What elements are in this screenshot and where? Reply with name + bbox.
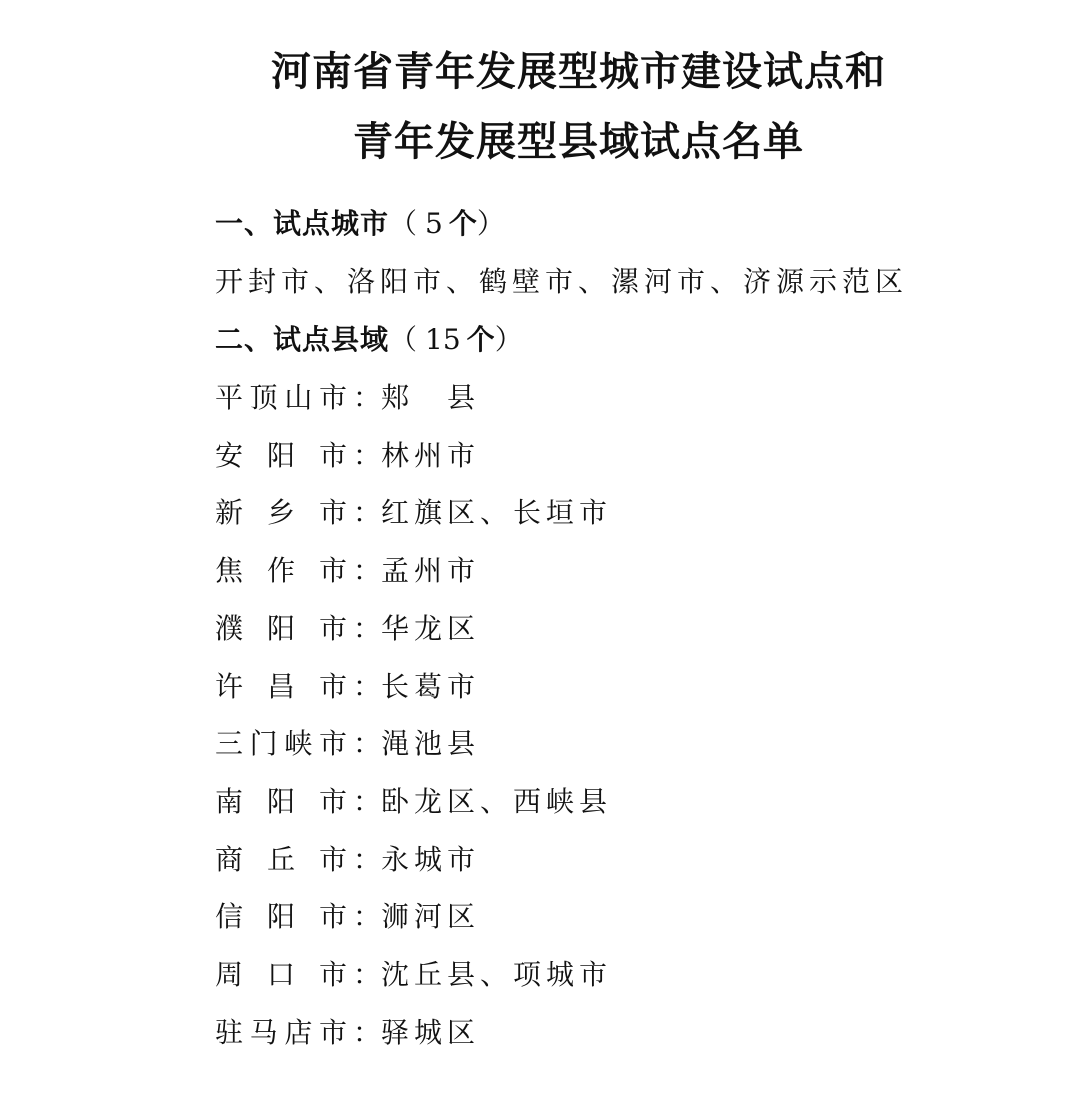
colon-separator: ： xyxy=(353,958,382,991)
city-name-char: 门 xyxy=(249,727,278,760)
colon-separator: ： xyxy=(353,496,382,529)
city-name-char: 昌 xyxy=(266,670,295,703)
colon-separator: ： xyxy=(353,612,382,645)
city-name-char: 南 xyxy=(215,785,244,818)
city-name xyxy=(215,722,347,762)
city-name-char: 作 xyxy=(266,554,295,587)
county-name: 浉河区 xyxy=(381,900,481,933)
city-name-char: 驻 xyxy=(215,1016,244,1049)
city-name-char: 三 xyxy=(215,727,244,760)
city-name xyxy=(215,434,347,474)
city-name-char: 濮 xyxy=(215,612,244,645)
city-name-char: 平 xyxy=(215,381,244,414)
city-name-char: 许 xyxy=(215,670,244,703)
city-name-char: 口 xyxy=(266,958,295,991)
county-name: 永城市 xyxy=(381,843,481,876)
city-name-char: 市 xyxy=(318,727,347,760)
colon-separator: ： xyxy=(353,785,382,818)
colon-separator: ： xyxy=(353,554,382,587)
city-name-char: 市 xyxy=(318,785,347,818)
colon-separator: ： xyxy=(353,843,382,876)
city-name xyxy=(215,549,347,589)
section-2-paren-open: （ xyxy=(389,323,420,356)
document-title-line-2: 青年发展型县域试点名单 xyxy=(353,119,804,165)
county-name: 渑池县 xyxy=(381,727,481,760)
city-name-char: 市 xyxy=(318,843,347,876)
city-name-char: 市 xyxy=(318,1016,347,1049)
city-name xyxy=(215,780,347,820)
county-name: 林州市 xyxy=(381,439,481,472)
city-name-char: 山 xyxy=(284,381,313,414)
city-name xyxy=(215,491,347,531)
section-1-title: 一、试点城市 xyxy=(215,207,390,240)
city-name-char: 新 xyxy=(215,496,244,529)
section-2-paren-close: ） xyxy=(494,323,525,356)
city-name-char: 顶 xyxy=(249,381,278,414)
city-name xyxy=(215,895,347,935)
city-name-char: 周 xyxy=(215,958,244,991)
section-2-unit: 个 xyxy=(466,323,495,356)
section-2-title: 二、试点县域 xyxy=(215,323,390,356)
city-name-char: 市 xyxy=(318,496,347,529)
city-name-char: 阳 xyxy=(266,612,295,645)
city-name-char: 市 xyxy=(318,900,347,933)
city-name-char: 乡 xyxy=(266,496,295,529)
county-name: 郏 县 xyxy=(381,381,481,414)
county-name: 孟州市 xyxy=(381,554,481,587)
county-name: 红旗区、长垣市 xyxy=(381,496,613,529)
section-2-heading xyxy=(215,318,525,358)
city-name-char: 市 xyxy=(318,381,347,414)
section-1-unit: 个 xyxy=(448,207,477,240)
city-name-char: 马 xyxy=(249,1016,278,1049)
county-name: 驿城区 xyxy=(381,1016,481,1049)
city-name-char: 市 xyxy=(318,554,347,587)
city-name-char: 市 xyxy=(318,670,347,703)
city-name-char: 峡 xyxy=(284,727,313,760)
county-name: 长葛市 xyxy=(381,670,481,703)
city-name-char: 市 xyxy=(318,439,347,472)
pilot-city-list: 开封市、洛阳市、鹤壁市、漯河市、济源示范区 xyxy=(215,265,909,298)
document-title-line-1: 河南省青年发展型城市建设试点和 xyxy=(271,49,886,95)
city-name xyxy=(215,1011,347,1051)
colon-separator: ： xyxy=(353,727,382,760)
colon-separator: ： xyxy=(353,1016,382,1049)
city-name-char: 店 xyxy=(284,1016,313,1049)
city-name xyxy=(215,665,347,705)
section-1-count: 5 xyxy=(425,207,443,240)
city-name-char: 阳 xyxy=(266,439,295,472)
colon-separator: ： xyxy=(353,381,382,414)
county-name: 华龙区 xyxy=(381,612,481,645)
section-2-count: 15 xyxy=(425,323,461,356)
city-name-char: 信 xyxy=(215,900,244,933)
city-name-char: 安 xyxy=(215,439,244,472)
section-1-paren-close: ） xyxy=(476,207,507,240)
section-1-heading xyxy=(215,202,507,242)
colon-separator: ： xyxy=(353,900,382,933)
city-name xyxy=(215,607,347,647)
county-name: 沈丘县、项城市 xyxy=(381,958,613,991)
county-name: 卧龙区、西峡县 xyxy=(381,785,613,818)
city-name-char: 阳 xyxy=(266,785,295,818)
city-name xyxy=(215,953,347,993)
city-name-char: 市 xyxy=(318,612,347,645)
colon-separator: ： xyxy=(353,439,382,472)
city-name-char: 市 xyxy=(318,958,347,991)
city-name-char: 阳 xyxy=(266,900,295,933)
city-name xyxy=(215,838,347,878)
city-name-char: 丘 xyxy=(266,843,295,876)
section-1-paren-open: （ xyxy=(389,207,420,240)
city-name-char: 商 xyxy=(215,843,244,876)
colon-separator: ： xyxy=(353,670,382,703)
city-name xyxy=(215,376,347,416)
city-name-char: 焦 xyxy=(215,554,244,587)
